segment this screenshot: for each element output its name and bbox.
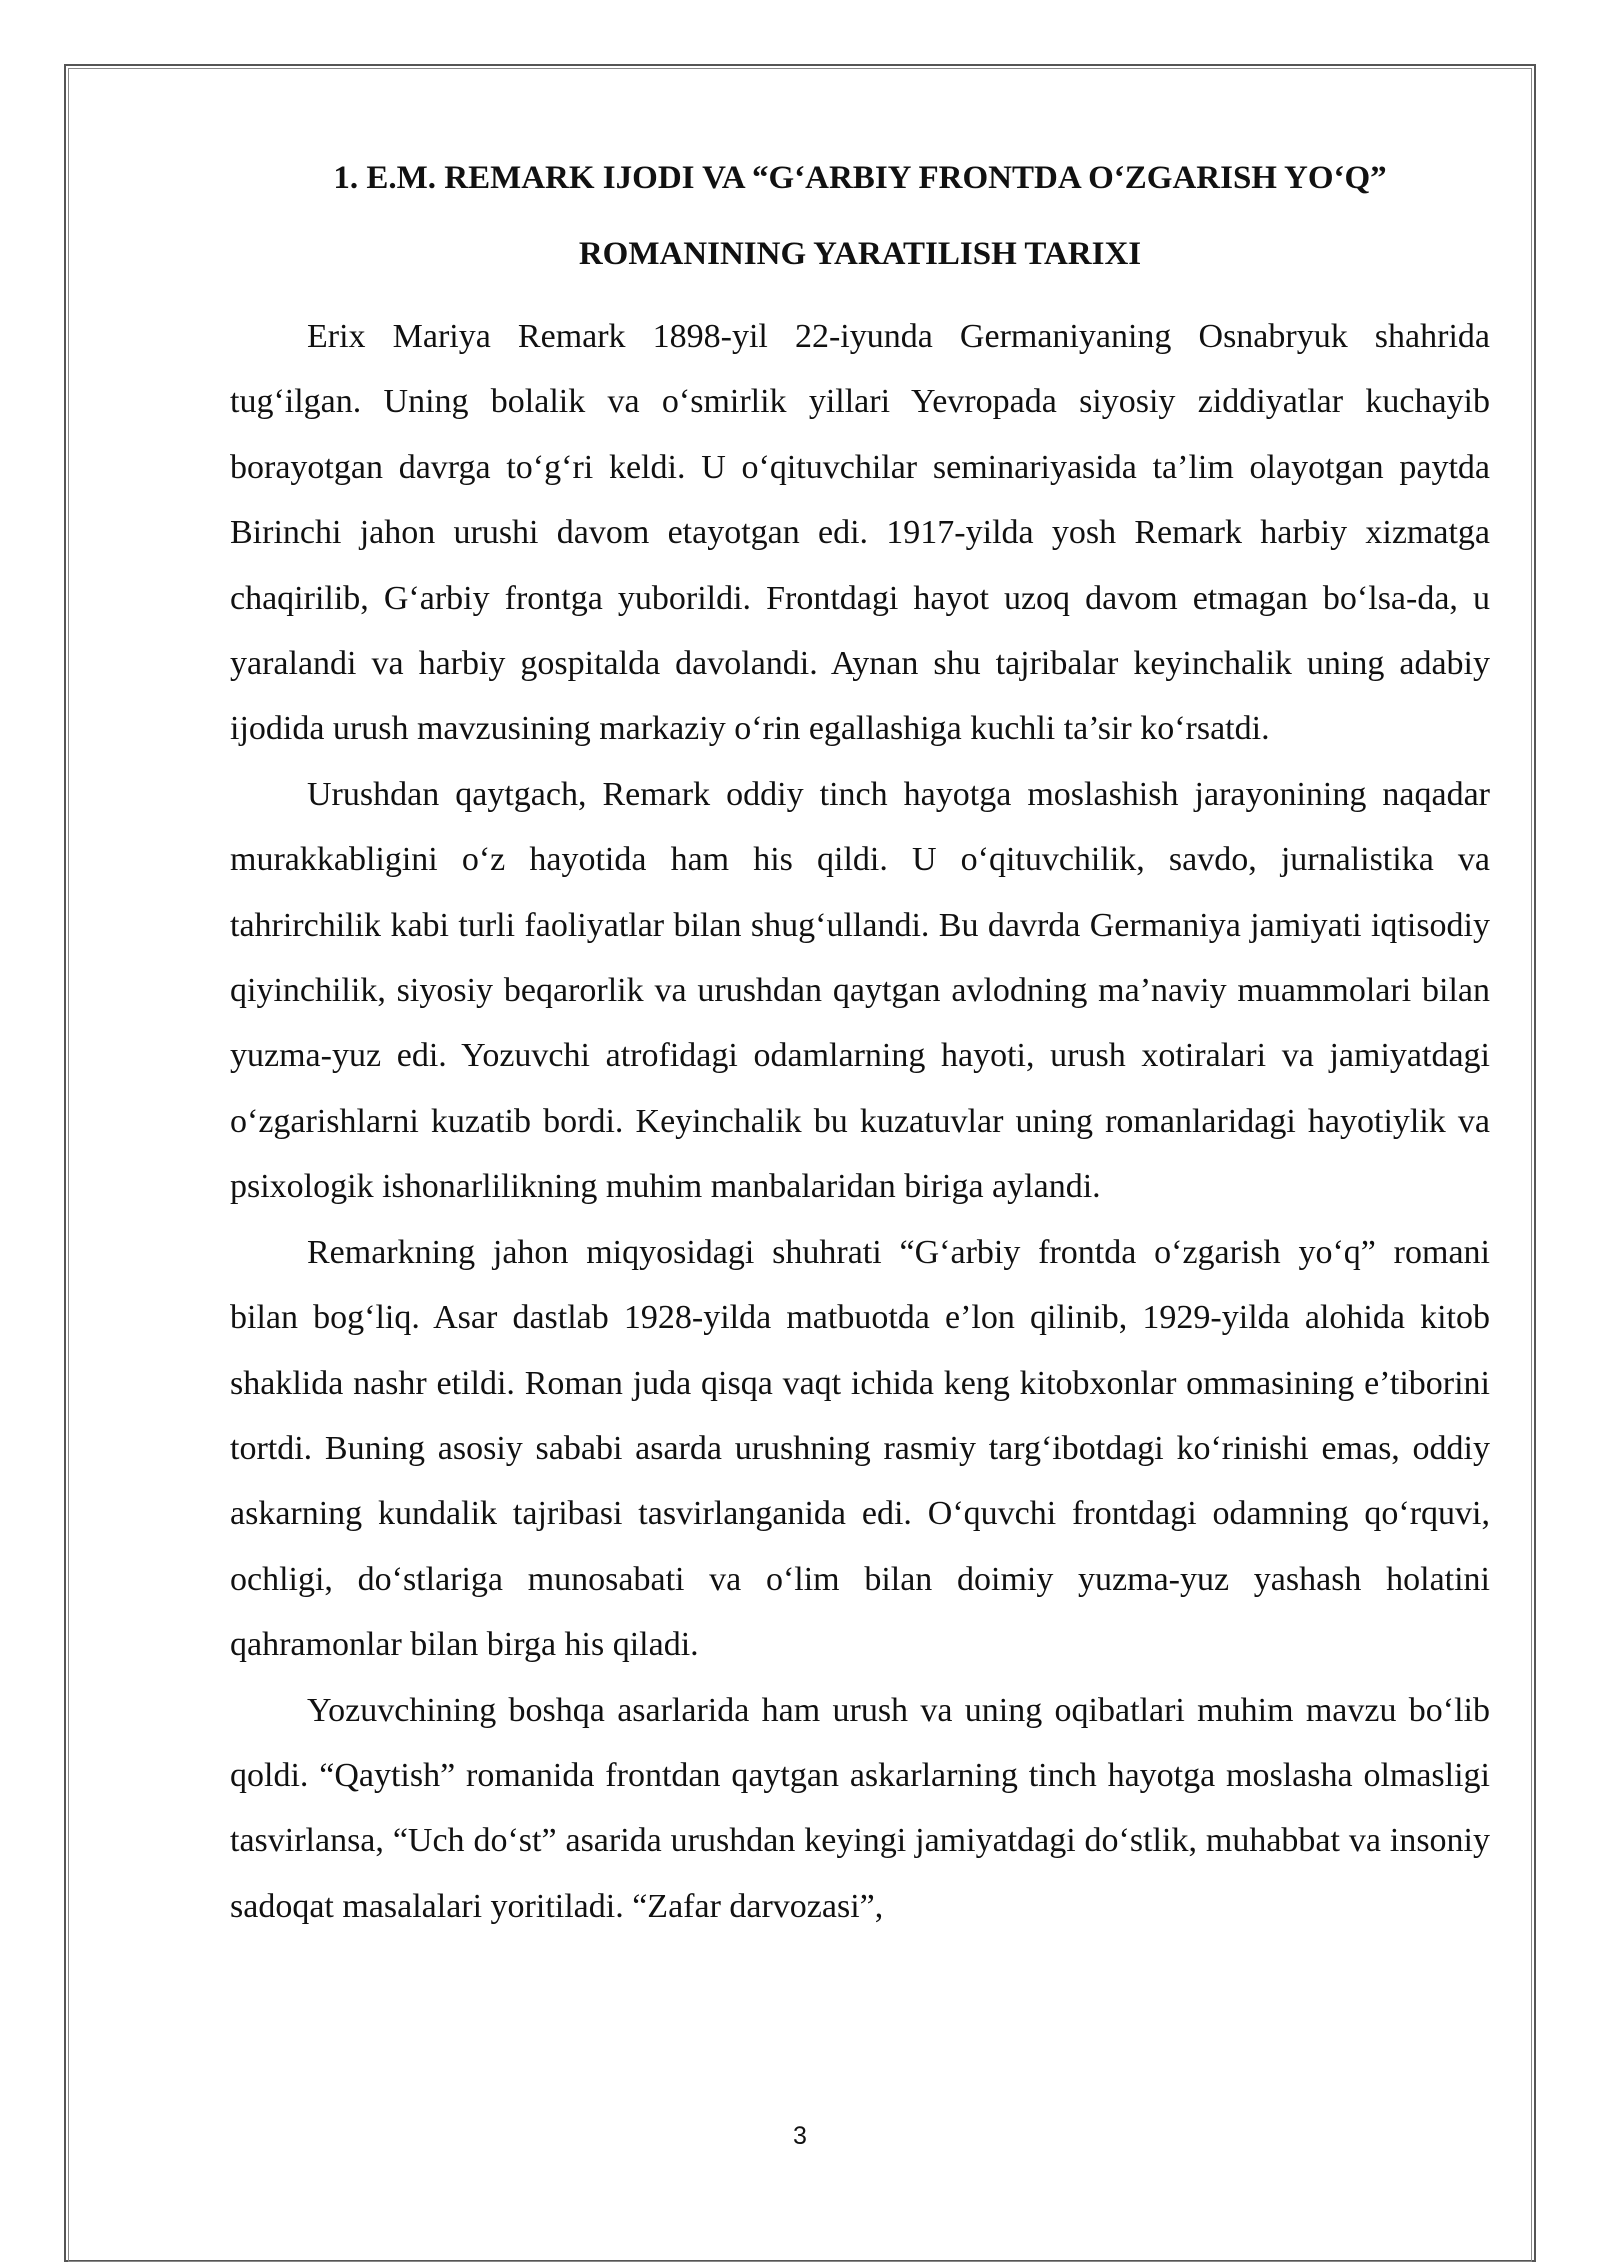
section-title (230, 140, 1490, 292)
paragraph-3: Remarkning jahon miqyosidagi shuhrati “G‘arbiy frontda o‘zgarish yo‘q” romani bilan bog‘liq. Asar dastlab 1928-yilda matbuotda e’lon qilinib, 1929-yilda alohida kitob shaklida nashr etildi. Roman juda qisqa vaqt ichida keng kitobxonlar ommasining e’tiborini tortdi. Buning asosiy sababi asarda urushning rasmiy targ‘ibotdagi ko‘rinishi emas, oddiy askarning kundalik tajribasi tasvirlanganida edi. O‘quvchi frontdagi odamning qo‘rquvi, ochligi, do‘stlariga munosabati va o‘lim bilan doimiy yuzma-yuz yashash holatini qahramonlar bilan birga his qiladi. (230, 1233, 1490, 1664)
section-title-line-2: ROMANINING YARATILISH TARIXI (578, 236, 1142, 272)
page-content (230, 140, 1490, 1939)
section-title-line-1: 1. E.M. REMARK IJODI VA “G‘ARBIY FRONTDA O‘ZGARISH YO‘Q” (333, 160, 1387, 196)
paragraph-4: Yozuvchining boshqa asarlarida ham urush va uning oqibatlari muhim mavzu bo‘lib qoldi. “Qaytish” romanida frontdan qaytgan askarlarning tinch hayotga moslasha olmasligi tasvirlansa, “Uch do‘st” asarida urushdan keyingi jamiyatdagi do‘stlik, muhabbat va insoniy sadoqat masalalari yoritiladi. “Zafar darvozasi”, (230, 1691, 1490, 1925)
paragraph-2: Urushdan qaytgach, Remark oddiy tinch hayotga moslashish jarayonining naqadar murakkabligini o‘z hayotida ham his qildi. U o‘qituvchilik, savdo, jurnalistika va tahrirchilik kabi turli faoliyatlar bilan shug‘ullandi. Bu davrda Germaniya jamiyati iqtisodiy qiyinchilik, siyosiy beqarorlik va urushdan qaytgan avlodning ma’naviy muammolari bilan yuzma-yuz edi. Yozuvchi atrofidagi odamlarning hayoti, urush xotiralari va jamiyatdagi o‘zgarishlarni kuzatib bordi. Keyinchalik bu kuzatuvlar uning romanlaridagi hayotiylik va psixologik ishonarlilikning muhim manbalaridan biriga aylandi. (230, 775, 1490, 1206)
paragraph-1: Erix Mariya Remark 1898-yil 22-iyunda Germaniyaning Osnabryuk shahrida tug‘ilgan. Uning bolalik va o‘smirlik yillari Yevropada siyosiy ziddiyatlar kuchayib borayotgan davrga to‘g‘ri keldi. U o‘qituvchilar seminariyasida ta’lim olayotgan paytda Birinchi jahon urushi davom etayotgan edi. 1917-yilda yosh Remark harbiy xizmatga chaqirilib, G‘arbiy frontga yuborildi. Frontdagi hayot uzoq davom etmagan bo‘lsa-da, u yaralandi va harbiy gospitalda davolandi. Aynan shu tajribalar keyinchalik uning adabiy ijodida urush mavzusining markaziy o‘rin egallashiga kuchli ta’sir ko‘rsatdi. (230, 318, 1490, 748)
page-number: 3 (793, 2122, 807, 2150)
